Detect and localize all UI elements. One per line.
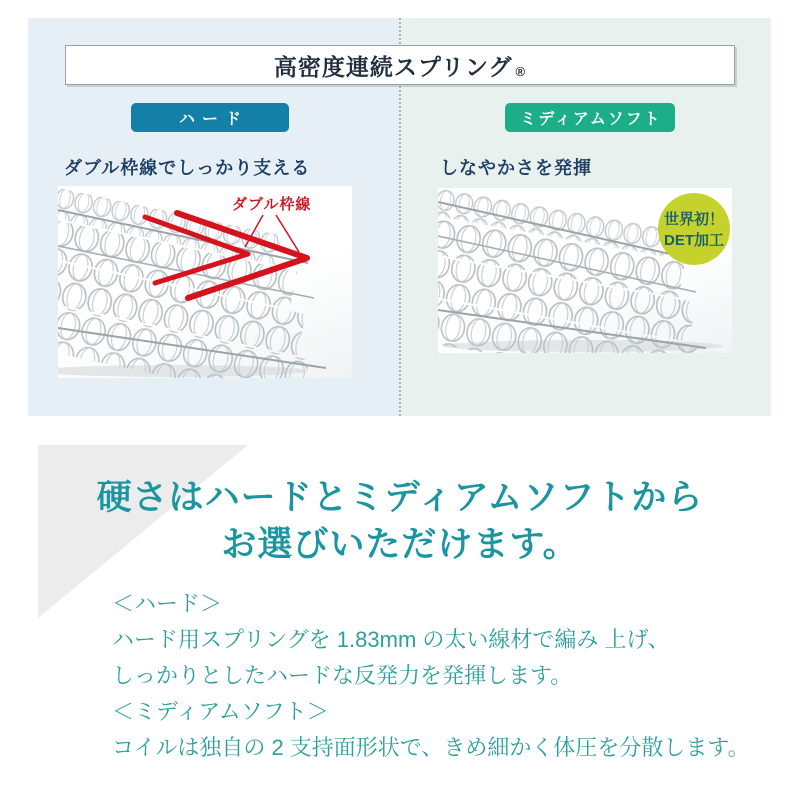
- det-badge-line2: DET加工: [663, 232, 725, 249]
- selection-heading: [0, 474, 800, 568]
- medium-soft-badge: [505, 103, 675, 132]
- medium-soft-spring-illustration: [438, 188, 732, 353]
- selection-heading-line2: お選びいただけます。: [221, 525, 579, 564]
- registered-trademark-mark: ®: [515, 64, 527, 79]
- description-text: [112, 586, 772, 766]
- hard-badge-label: ハード: [178, 111, 248, 128]
- det-processing-badge: [658, 193, 730, 265]
- det-badge-line1: 世界初！: [663, 211, 725, 228]
- description-line-hard-1: ハード用スプリングを 1.83mm の太い線材で編み 上げ、: [112, 627, 670, 652]
- spring-title-box: [65, 45, 735, 85]
- description-line-hard-2: しっかりとしたハードな反発力を発揮します。: [112, 663, 573, 688]
- hard-badge: [131, 103, 289, 132]
- medium-soft-column-heading: しなやかさを発揮: [440, 158, 592, 178]
- selection-heading-line1: 硬さはハードとミディアムソフトから: [96, 478, 704, 517]
- hard-spring-illustration: [58, 186, 352, 378]
- description-line-ms-title: ＜ミディアムソフト＞: [112, 699, 329, 724]
- spring-title-text: 高密度連続スプリング: [273, 53, 513, 80]
- medium-soft-badge-label: ミディアムソフト: [520, 111, 662, 128]
- medium-soft-spring-image: [438, 188, 732, 353]
- description-line-ms-1: コイルは独自の 2 支持面形状で、きめ細かく体圧を分散します。: [112, 735, 750, 760]
- description-line-hard-title: ＜ハード＞: [112, 591, 223, 616]
- hard-spring-image: [58, 186, 352, 378]
- hard-column-heading: ダブル枠線でしっかり支える: [64, 158, 311, 178]
- double-frame-wire-label: ダブル枠線: [232, 196, 312, 213]
